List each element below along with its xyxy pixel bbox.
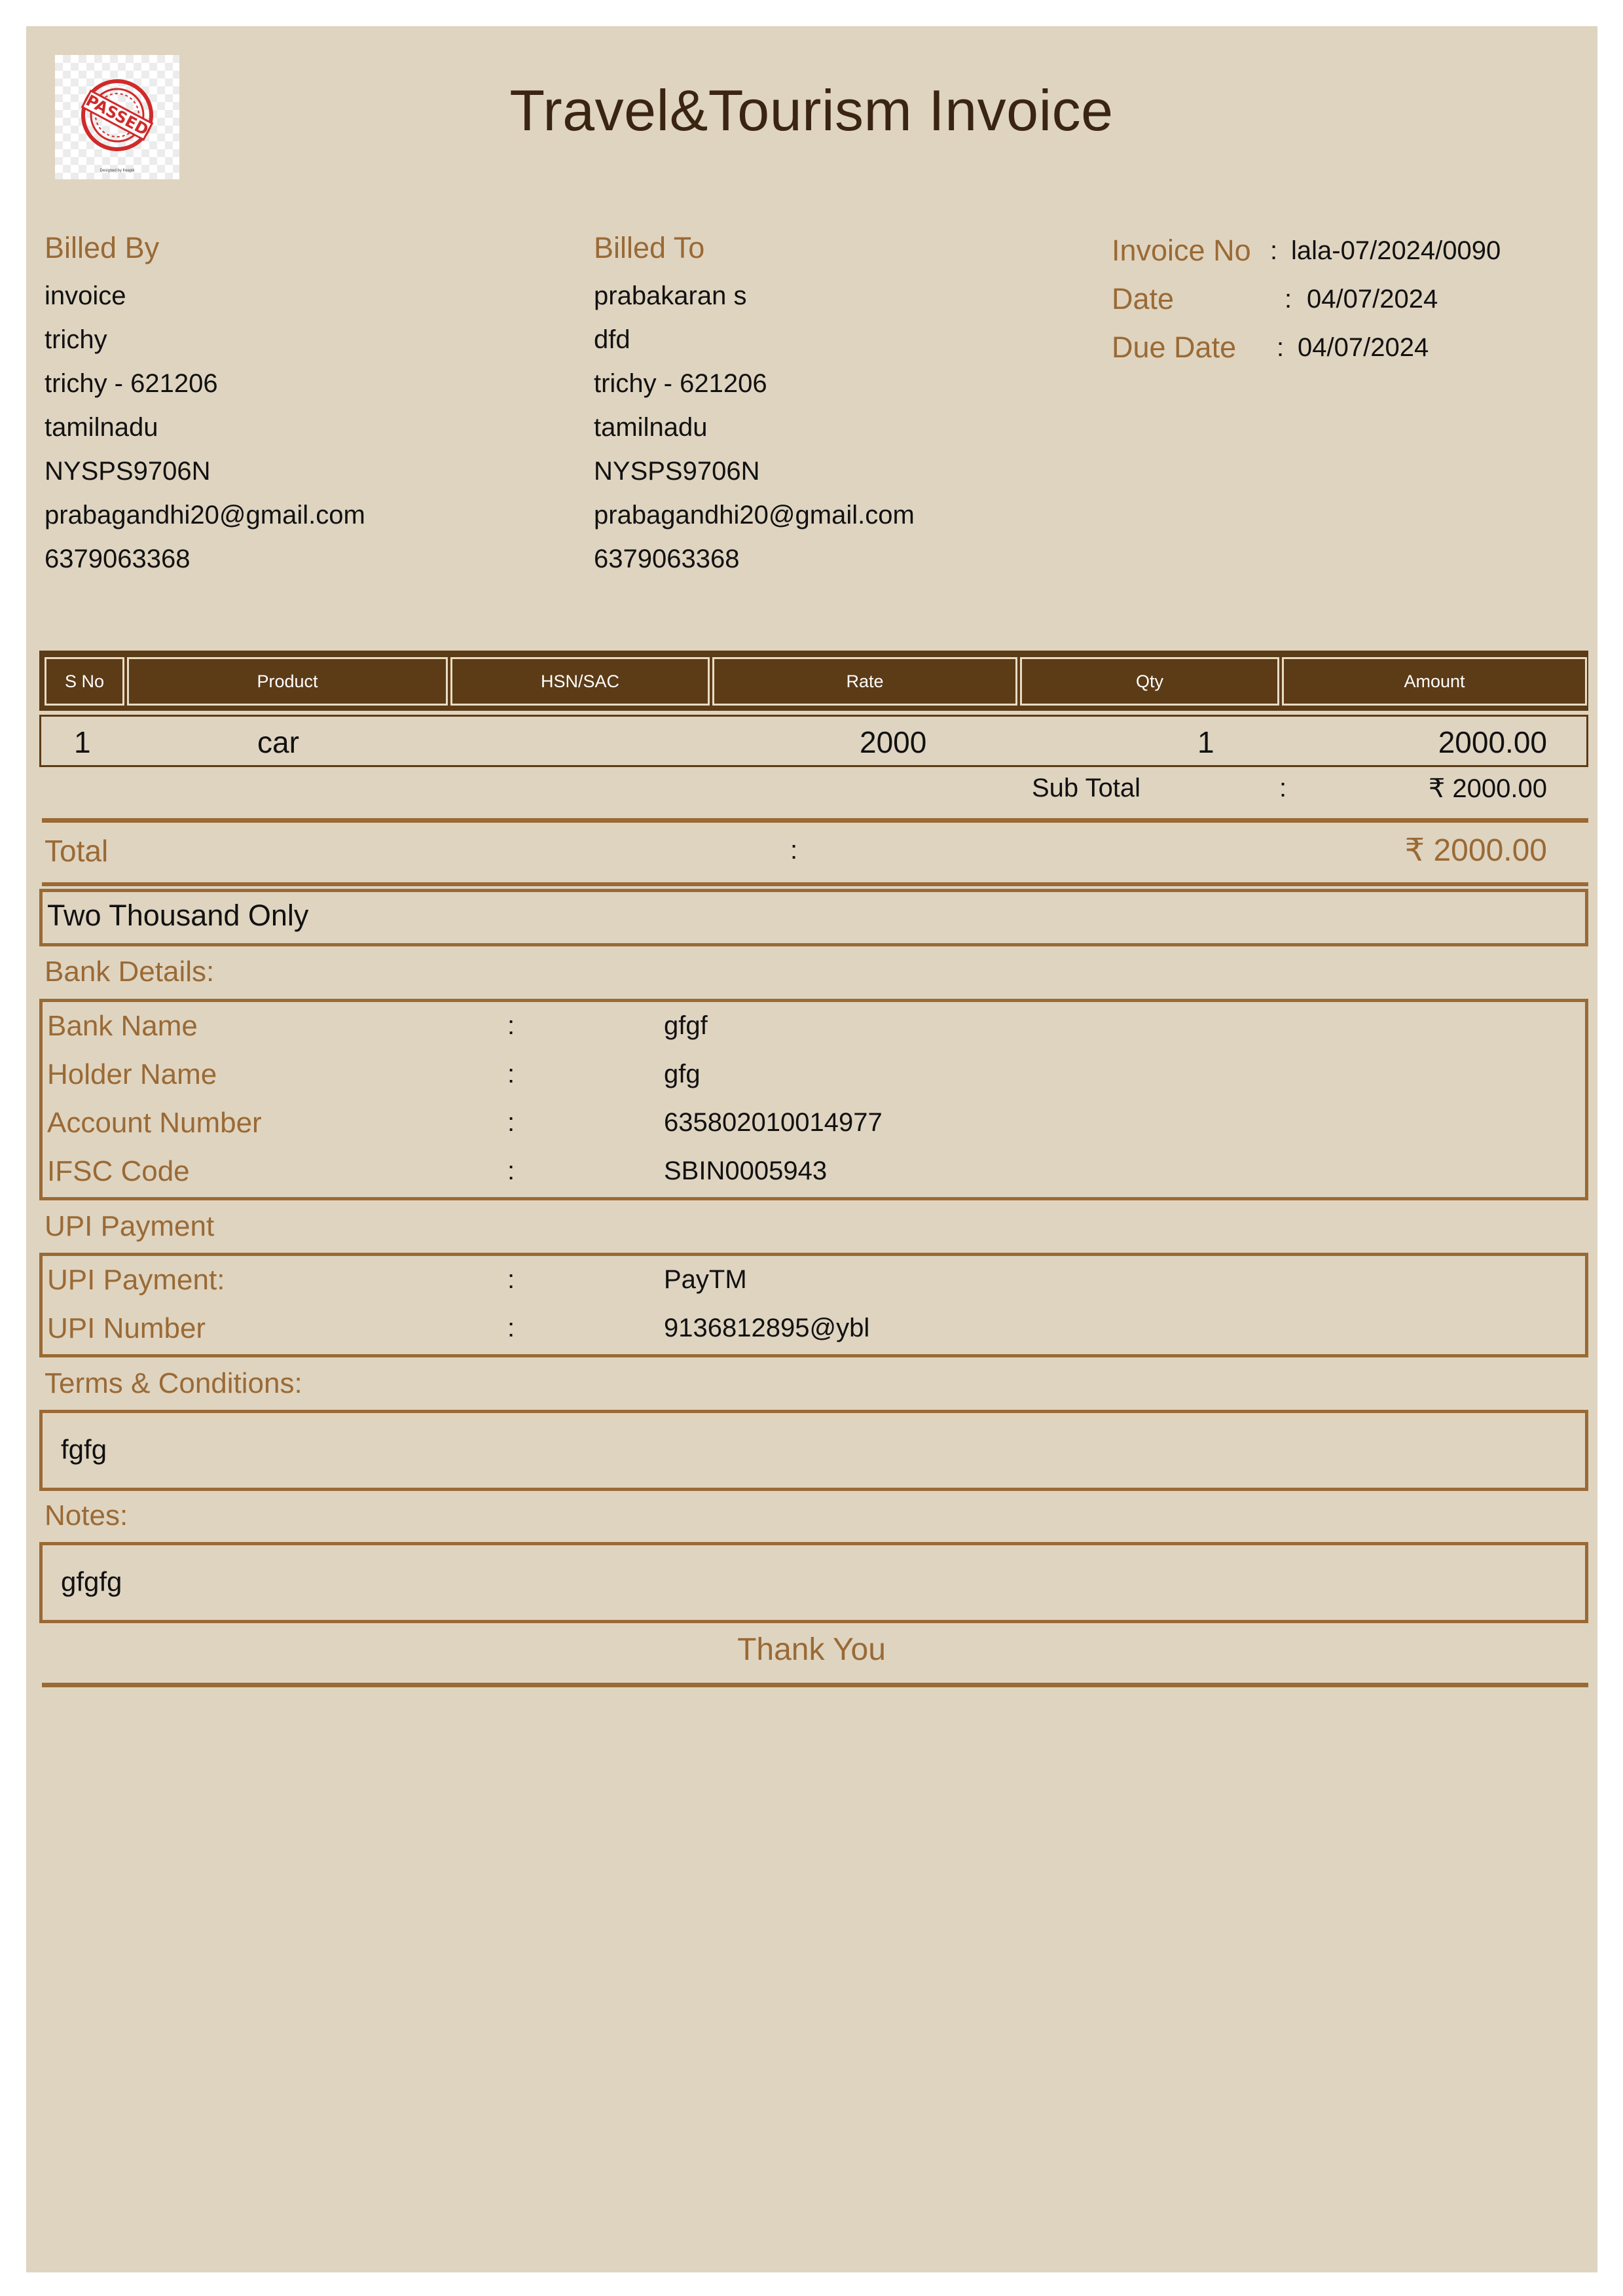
col-rate: Rate (712, 657, 1017, 706)
billed-by-line: invoice (45, 281, 126, 310)
invoice-no-label: Invoice No (1112, 234, 1251, 267)
bank-name-value: gfgf (664, 1011, 708, 1040)
due-date-label: Due Date (1112, 331, 1237, 364)
billed-by-line: tamilnadu (45, 413, 158, 442)
col-hsn: HSN/SAC (450, 657, 710, 706)
due-date-colon: : (1277, 333, 1285, 362)
terms-text: fgfg (61, 1434, 107, 1465)
notes-text: gfgfg (61, 1566, 122, 1597)
billed-to-line: trichy - 621206 (594, 369, 767, 398)
billed-to-line: prabakaran s (594, 281, 747, 310)
stamp-text: PASSED (82, 91, 152, 139)
billed-to-line: tamilnadu (594, 413, 708, 442)
cell-product: car (257, 725, 299, 759)
ifsc-colon: : (507, 1157, 515, 1185)
billed-to-line: dfd (594, 325, 630, 354)
total-label: Total (45, 834, 109, 868)
billed-by-line: trichy - 621206 (45, 369, 218, 398)
billed-to-line: NYSPS9706N (594, 457, 760, 486)
col-product: Product (127, 657, 448, 706)
invoice-no-value: lala-07/2024/0090 (1291, 236, 1501, 265)
cell-rate: 2000 (860, 725, 927, 759)
subtotal-label: Sub Total (1032, 774, 1141, 802)
total-value: ₹ 2000.00 (1404, 833, 1547, 868)
subtotal-colon: : (1279, 774, 1287, 802)
bank-name-colon: : (507, 1011, 515, 1040)
account-number-value: 635802010014977 (664, 1108, 883, 1137)
page-title: Travel&Tourism Invoice (509, 78, 1114, 143)
total-colon: : (790, 836, 798, 865)
terms-label: Terms & Conditions: (45, 1367, 302, 1399)
date-value: 04/07/2024 (1307, 285, 1438, 314)
upi-number-value: 9136812895@ybl (664, 1314, 870, 1342)
col-amount: Amount (1282, 657, 1587, 706)
account-number-label: Account Number (47, 1107, 262, 1139)
divider (42, 882, 1588, 886)
billed-by-label: Billed By (45, 231, 160, 264)
date-colon: : (1285, 285, 1292, 314)
upi-section-label: UPI Payment (45, 1210, 215, 1242)
billed-by-line: NYSPS9706N (45, 457, 211, 486)
col-qty: Qty (1020, 657, 1279, 706)
upi-number-colon: : (507, 1314, 515, 1342)
account-number-colon: : (507, 1108, 515, 1137)
upi-payment-value: PayTM (664, 1265, 747, 1294)
subtotal-value: ₹ 2000.00 (1428, 774, 1547, 803)
date-label: Date (1112, 282, 1175, 315)
ifsc-value: SBIN0005943 (664, 1157, 828, 1185)
billed-by-line: trichy (45, 325, 107, 354)
upi-payment-label: UPI Payment: (47, 1264, 225, 1296)
notes-label: Notes: (45, 1499, 128, 1532)
divider (42, 818, 1588, 823)
ifsc-label: IFSC Code (47, 1155, 190, 1187)
billed-to-phone: 6379063368 (594, 545, 740, 573)
col-sno: S No (45, 657, 124, 706)
notes-box (39, 1542, 1588, 1623)
upi-payment-colon: : (507, 1265, 515, 1294)
amount-in-words: Two Thousand Only (47, 899, 309, 932)
invoice-no-colon: : (1270, 236, 1278, 265)
billed-to-label: Billed To (594, 231, 705, 264)
billed-by-phone: 6379063368 (45, 545, 191, 573)
items-table-header (39, 651, 1588, 711)
footer-divider (42, 1683, 1588, 1687)
holder-name-colon: : (507, 1060, 515, 1088)
bank-name-label: Bank Name (47, 1010, 198, 1042)
upi-number-label: UPI Number (47, 1312, 206, 1344)
cell-amount: 2000.00 (1438, 725, 1547, 759)
billed-by-email: prabagandhi20@gmail.com (45, 501, 365, 529)
cell-qty: 1 (1197, 725, 1214, 759)
billed-to-email: prabagandhi20@gmail.com (594, 501, 915, 529)
logo-credit: Designed by freepik (100, 169, 135, 173)
terms-box (39, 1410, 1588, 1491)
bank-details-label: Bank Details: (45, 956, 215, 988)
holder-name-value: gfg (664, 1060, 701, 1088)
table-row (39, 715, 1588, 767)
due-date-value: 04/07/2024 (1298, 333, 1429, 362)
holder-name-label: Holder Name (47, 1058, 217, 1090)
cell-sno: 1 (74, 725, 91, 759)
thank-you: Thank You (737, 1632, 886, 1667)
